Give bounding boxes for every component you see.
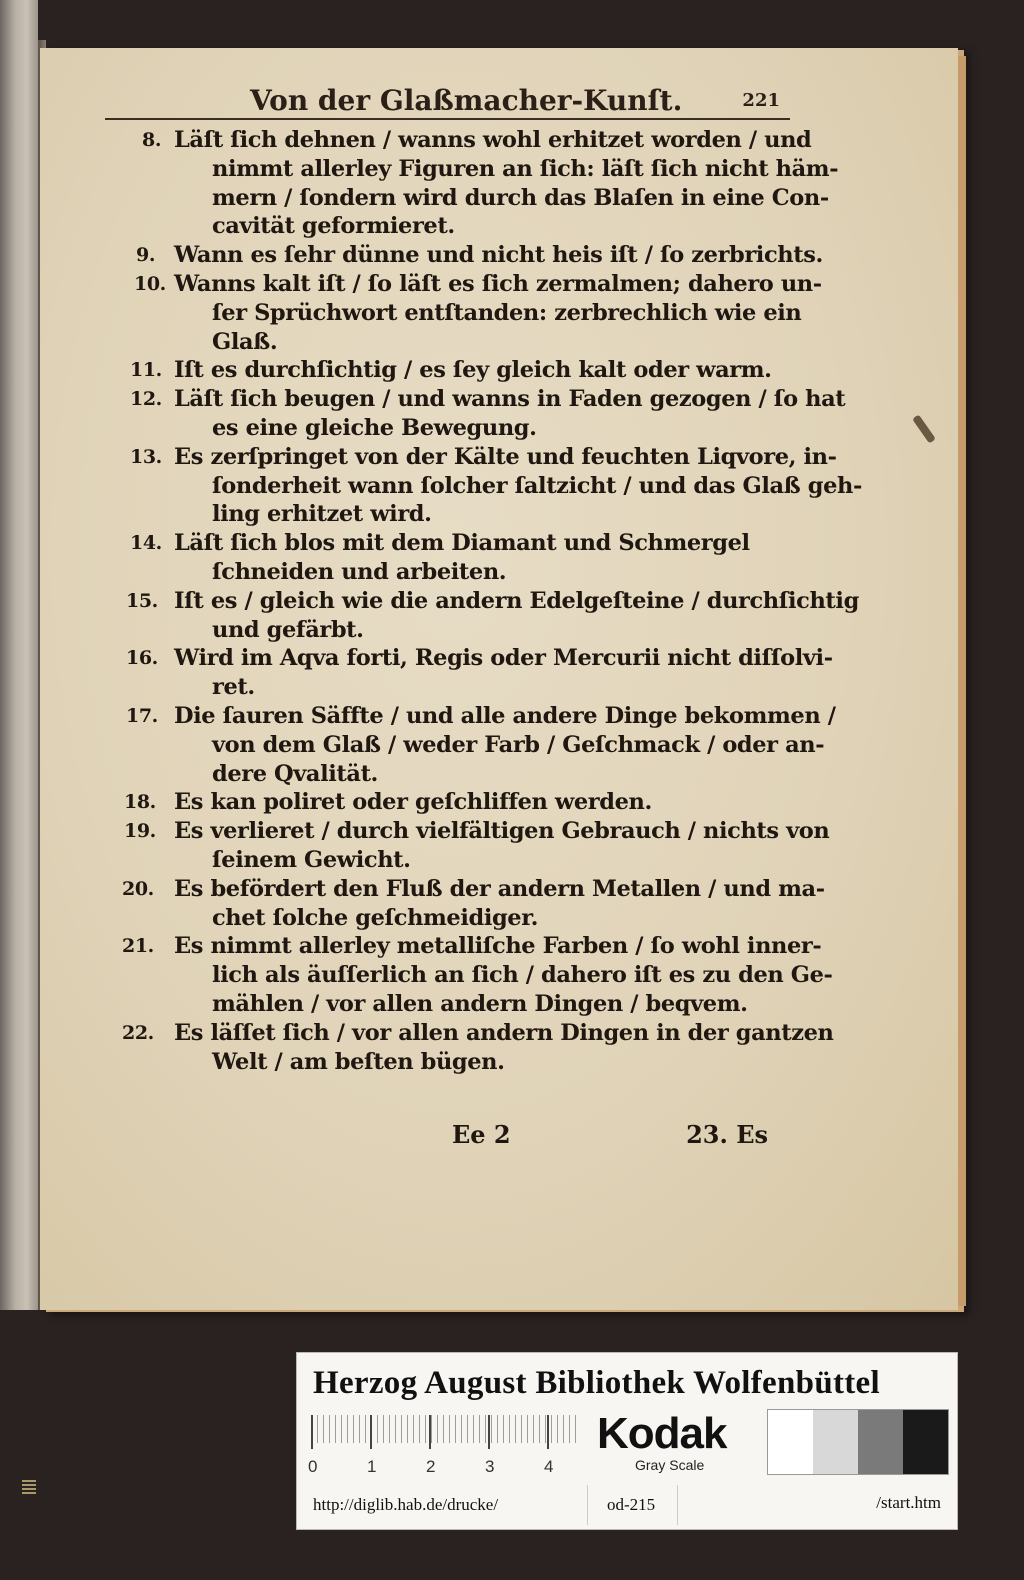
- url-part-id: od-215: [607, 1495, 656, 1514]
- gray-swatch: [768, 1410, 813, 1474]
- entry-number: 8.: [142, 129, 162, 151]
- text-line: [100, 472, 862, 501]
- ruler-label: 1: [367, 1457, 377, 1476]
- text-line: [100, 731, 825, 760]
- entry-text: Es befördert den Fluß der andern Metallen / und ma-: [174, 875, 825, 902]
- text-line: [100, 904, 780, 933]
- entry-text: cavität geformieret.: [212, 213, 455, 240]
- entry-text: Läſt ſich beugen / und wanns in Faden gezogen / ſo hat: [174, 386, 846, 413]
- page-number: 221: [742, 90, 780, 111]
- text-line: [100, 558, 780, 587]
- text-line: [100, 587, 859, 616]
- page-text: [100, 126, 862, 1076]
- gray-scale-label: Gray Scale: [635, 1457, 705, 1473]
- ruler-major-tick: [370, 1415, 372, 1449]
- entry-text: lich als äuſſerlich an ſich / dahero iſt es zu den Ge-: [212, 962, 833, 989]
- entry-text: ret.: [212, 674, 255, 701]
- ruler-major-tick: [547, 1415, 549, 1449]
- entry-text: mern / ſondern wird durch das Blaſen in eine Con-: [212, 184, 829, 211]
- scale-ruler: [308, 1415, 581, 1476]
- text-line: [100, 356, 780, 385]
- running-header: [105, 82, 790, 122]
- entry-text: ling erhitzet wird.: [212, 501, 432, 528]
- entry-number: 14.: [130, 532, 162, 555]
- entry-text: Wird im Aqva forti, Regis oder Mercurii nicht diſſolvi-: [174, 645, 833, 672]
- entry-number: 12.: [130, 388, 162, 411]
- entry-text: es eine gleiche Bewegung.: [212, 414, 537, 441]
- entry-number: 22.: [122, 1021, 154, 1044]
- text-line: [100, 299, 802, 328]
- divider: [677, 1485, 678, 1525]
- entry-number: 20.: [122, 877, 154, 900]
- entry-number: 18.: [124, 791, 156, 814]
- entry-text: mählen / vor allen andern Dingen / beqvem.: [212, 990, 748, 1017]
- text-line: [100, 760, 780, 789]
- text-line: [100, 529, 780, 558]
- text-line: [100, 126, 812, 155]
- text-line: [100, 184, 829, 213]
- entry-text: Iſt es / gleich wie die andern Edelgeſteine / durchſichtig: [174, 587, 859, 614]
- text-line: [100, 385, 846, 414]
- entry-text: Glaß.: [212, 328, 278, 355]
- entry-number: 17.: [126, 704, 158, 727]
- text-line: [100, 616, 780, 645]
- page-edge-texture: [22, 1478, 36, 1494]
- entry-text: chet ſolche geſchmeidiger.: [212, 904, 539, 931]
- text-line: [100, 846, 780, 875]
- header-title: Von der Glaßmacher-Kunſt.: [250, 84, 683, 117]
- entry-number: 13.: [130, 445, 162, 468]
- entry-text: und gefärbt.: [212, 616, 364, 643]
- ruler-label: 4: [544, 1457, 554, 1476]
- entry-number: 16.: [126, 647, 158, 670]
- entry-text: Wanns kalt iſt / ſo läſt es ſich zermalmen; dahero un-: [174, 270, 822, 297]
- url-part-base: http://diglib.hab.de/drucke/: [313, 1495, 499, 1514]
- entry-text: ſer Sprüchwort entſtanden: zerbrechlich wie ein: [212, 299, 802, 326]
- text-line: [100, 817, 830, 846]
- entry-text: Es zerſpringet von der Kälte und feuchten Liqvore, in-: [174, 443, 837, 470]
- text-line: [100, 788, 780, 817]
- ruler-label: 2: [426, 1457, 436, 1476]
- entry-text: Es kan poliret oder geſchliffen werden.: [174, 789, 652, 816]
- text-line: [100, 1048, 780, 1077]
- ruler-major-tick: [429, 1415, 431, 1449]
- text-line: [100, 644, 833, 673]
- adjacent-page-edge: [0, 0, 38, 1310]
- signature-mark: Ee 2: [452, 1120, 511, 1149]
- text-line: [100, 414, 780, 443]
- entry-text: Es nimmt allerley metalliſche Farben / ſo wohl inner-: [174, 933, 822, 960]
- ruler-major-tick: [311, 1415, 313, 1449]
- entry-number: 11.: [130, 359, 162, 382]
- ink-mark: [912, 414, 936, 443]
- entry-text: Die ſauren Säffte / und alle andere Dinge bekommen /: [174, 702, 836, 729]
- entry-number: 10.: [134, 272, 166, 295]
- text-line: [100, 875, 825, 904]
- text-line: [100, 673, 780, 702]
- text-line: [100, 270, 822, 299]
- entry-text: nimmt allerley Figuren an ſich: läſt ſich nicht häm-: [212, 155, 839, 182]
- gray-swatch: [858, 1410, 903, 1474]
- entry-number: 9.: [136, 244, 156, 267]
- text-line: [100, 443, 837, 472]
- text-line: [100, 932, 822, 961]
- entry-number: 15.: [126, 589, 158, 612]
- library-name: Herzog August Bibliothek Wolfenbüttel: [313, 1365, 880, 1401]
- gray-swatch: [903, 1410, 948, 1474]
- entry-text: Es läſſet ſich / vor allen andern Dingen in der gantzen: [174, 1019, 834, 1046]
- entry-text: Iſt es durchſichtig / es ſey gleich kalt oder warm.: [174, 357, 772, 384]
- divider: [587, 1485, 588, 1525]
- text-line: [100, 328, 780, 357]
- entry-text: Läſt ſich dehnen / wanns wohl erhitzet worden / und: [174, 127, 812, 153]
- text-line: [100, 241, 823, 270]
- text-line: [100, 212, 780, 241]
- gray-swatch: [813, 1410, 858, 1474]
- ruler-ticks: [311, 1415, 581, 1443]
- entry-text: ſonderheit wann ſolcher ſaltzicht / und das Glaß geh-: [212, 472, 862, 499]
- text-line: [100, 155, 839, 184]
- gray-scale-swatches: [767, 1409, 949, 1475]
- page-footer: [100, 1120, 780, 1160]
- entry-text: ſchneiden und arbeiten.: [212, 558, 507, 585]
- entry-text: Wann es ſehr dünne und nicht heis iſt / ſo zerbrichts.: [174, 242, 823, 269]
- entry-text: Läſt ſich blos mit dem Diamant und Schmergel: [174, 530, 750, 557]
- text-line: [100, 990, 780, 1019]
- text-line: [100, 500, 780, 529]
- ruler-label: 0: [308, 1457, 318, 1476]
- entry-text: dere Qvalität.: [212, 760, 378, 787]
- kodak-logo: Kodak: [597, 1409, 727, 1458]
- catchword: 23. Es: [686, 1120, 768, 1149]
- ruler-major-tick: [488, 1415, 490, 1449]
- entry-text: von dem Glaß / weder Farb / Geſchmack / oder an-: [212, 731, 825, 758]
- entry-text: ſeinem Gewicht.: [212, 846, 411, 873]
- entry-text: Welt / am beſten bügen.: [212, 1048, 505, 1075]
- library-color-card: [296, 1352, 958, 1530]
- text-line: [100, 961, 833, 990]
- ruler-label: 3: [485, 1457, 495, 1476]
- url-part-start: /start.htm: [876, 1493, 941, 1512]
- header-rule: [105, 118, 790, 120]
- text-line: [100, 1019, 834, 1048]
- text-line: [100, 702, 836, 731]
- entry-number: 21.: [122, 935, 154, 958]
- entry-number: 19.: [124, 820, 156, 843]
- entry-text: Es verlieret / durch vielfältigen Gebrauch / nichts von: [174, 818, 830, 845]
